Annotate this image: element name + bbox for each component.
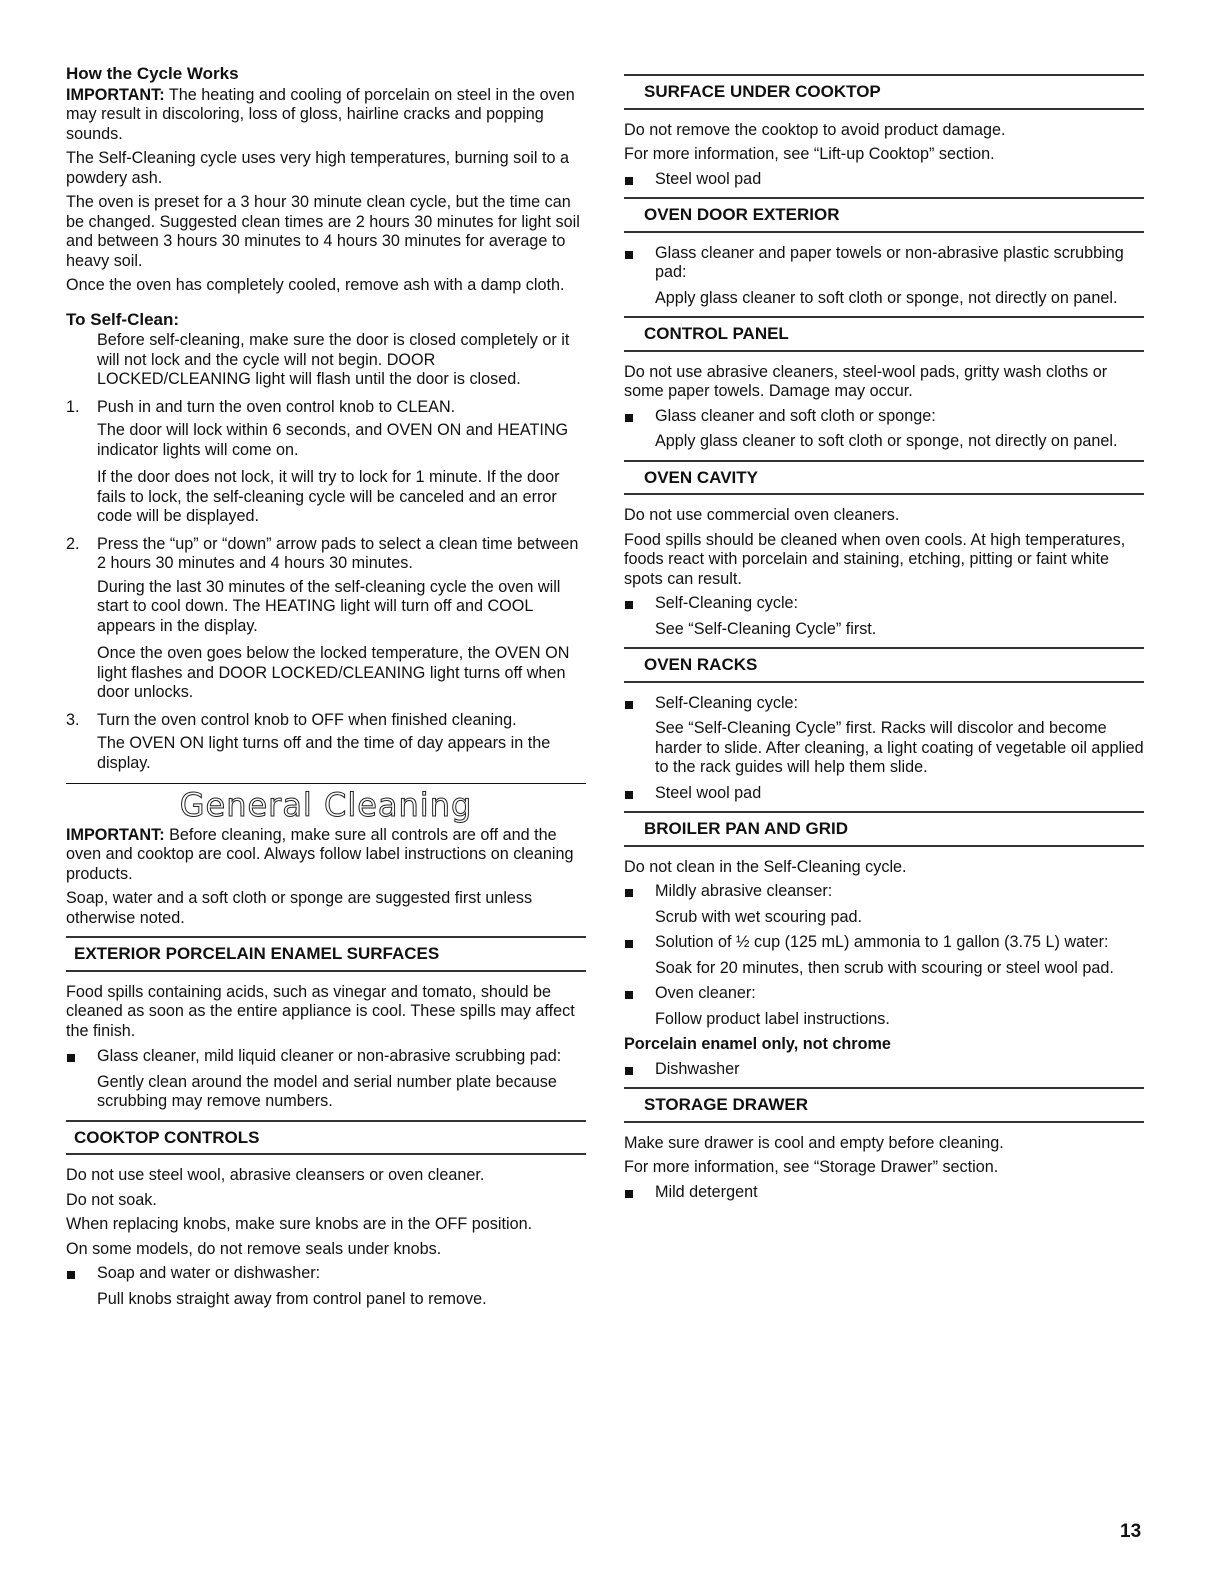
step-paragraph: The OVEN ON light turns off and the time of day appears in the display. xyxy=(97,734,551,772)
step-paragraph: If the door does not lock, it will try to lock for 1 minute. If the door fails to lock, the self-cleaning cycle will be canceled and an error code will be displayed. xyxy=(97,468,560,525)
self-clean-intro: Before self-cleaning, make sure the door is closed completely or it will not lock and the cycle will not begin. DOOR LOCKED/CLEANING light will flash until the door is closed. xyxy=(97,331,570,388)
list-item xyxy=(624,407,1144,427)
left-column xyxy=(66,64,586,1315)
step-paragraph: The door will lock within 6 seconds, and OVEN ON and HEATING indicator lights will come on. xyxy=(97,421,569,459)
list-item xyxy=(66,1047,586,1067)
to-self-clean-heading: To Self-Clean: xyxy=(66,309,180,329)
paragraph: Food spills containing acids, such as vinegar and tomato, should be cleaned as soon as the entire appliance is cool. These spills may affect the finish. xyxy=(66,982,575,1040)
list-item-text: Glass cleaner and soft cloth or sponge: xyxy=(655,406,936,425)
list-item xyxy=(624,594,1144,614)
paragraph: Food spills should be cleaned when oven cools. At high temperatures, foods react with porcelain and staining, etching, pitting or faint white spots can result. xyxy=(624,530,1126,588)
right-column xyxy=(624,74,1144,1208)
bullet-icon xyxy=(625,889,633,897)
paragraph: Once the oven has completely cooled, remove ash with a damp cloth. xyxy=(66,276,565,294)
step-paragraph: Turn the oven control knob to OFF when finished cleaning. xyxy=(97,710,517,729)
line: Do not soak. xyxy=(66,1190,157,1209)
bullet-icon xyxy=(625,177,633,185)
list-item-text: Dishwasher xyxy=(655,1059,740,1078)
sub-text: See “Self-Cleaning Cycle” first. xyxy=(655,619,877,638)
control-panel-heading: CONTROL PANEL xyxy=(624,316,1144,352)
line: For more information, see “Storage Drawer” section. xyxy=(624,1158,999,1176)
list-item xyxy=(624,933,1144,953)
surface-under-cooktop-heading: SURFACE UNDER COOKTOP xyxy=(624,74,1144,110)
exterior-porcelain-heading: EXTERIOR PORCELAIN ENAMEL SURFACES xyxy=(66,936,586,972)
important-text: The heating and cooling of porcelain on steel in the oven may result in discoloring, loss of gloss, hairline cracks and popping sounds. xyxy=(66,85,575,143)
sub-text: Apply glass cleaner to soft cloth or sponge, not directly on panel. xyxy=(655,432,1118,450)
line: Make sure drawer is cool and empty before cleaning. xyxy=(624,1133,1004,1152)
bullet-icon xyxy=(625,701,633,709)
list-item xyxy=(624,784,1144,804)
list-item xyxy=(624,1183,1144,1203)
step-3 xyxy=(66,711,586,774)
page-number: 13 xyxy=(1120,1521,1142,1542)
bullet-icon xyxy=(625,1190,633,1198)
bullet-icon xyxy=(625,791,633,799)
line: Do not remove the cooktop to avoid product damage. xyxy=(624,120,1006,139)
step-number: 3. xyxy=(66,710,80,729)
sub-text: Apply glass cleaner to soft cloth or sponge, not directly on panel. xyxy=(655,288,1118,307)
step-number: 1. xyxy=(66,397,80,416)
step-1 xyxy=(66,398,586,527)
bullet-icon xyxy=(625,251,633,259)
bullet-icon xyxy=(625,1067,633,1075)
oven-door-exterior-heading: OVEN DOOR EXTERIOR xyxy=(624,197,1144,233)
list-item xyxy=(624,1060,1144,1080)
sub-text: See “Self-Cleaning Cycle” first. Racks will discolor and become harder to slide. After cleaning, a light coating of vegetable oil applied to the rack guides will help them slide. xyxy=(655,719,1144,776)
porcelain-note: Porcelain enamel only, not chrome xyxy=(624,1035,891,1053)
paragraph: Soap, water and a soft cloth or sponge are suggested first unless otherwise noted. xyxy=(66,889,533,927)
list-item-text: Oven cleaner: xyxy=(655,984,756,1002)
broiler-pan-heading: BROILER PAN AND GRID xyxy=(624,811,1144,847)
sub-text: Pull knobs straight away from control panel to remove. xyxy=(97,1289,487,1308)
section-divider xyxy=(66,783,586,784)
step-number: 2. xyxy=(66,534,80,553)
list-item xyxy=(624,882,1144,902)
list-item xyxy=(624,984,1144,1004)
line: Do not use commercial oven cleaners. xyxy=(624,506,900,524)
bullet-icon xyxy=(625,414,633,422)
sub-text: Scrub with wet scouring pad. xyxy=(655,907,862,926)
list-item xyxy=(66,1264,586,1284)
bullet-icon xyxy=(625,940,633,948)
bullet-icon xyxy=(625,991,633,999)
important-label: IMPORTANT: xyxy=(66,85,165,104)
line: When replacing knobs, make sure knobs are in the OFF position. xyxy=(66,1215,533,1233)
important-paragraph xyxy=(66,86,586,145)
step-paragraph: Press the “up” or “down” arrow pads to select a clean time between 2 hours 30 minutes and 4 hours 30 minutes. xyxy=(97,534,579,572)
cooktop-controls-heading: COOKTOP CONTROLS xyxy=(66,1120,586,1156)
list-item-text: Soap and water or dishwasher: xyxy=(97,1264,321,1282)
sub-text: Gently clean around the model and serial number plate because scrubbing may remove numbers. xyxy=(97,1072,557,1110)
list-item-text: Mild detergent xyxy=(655,1182,758,1201)
important-label: IMPORTANT: xyxy=(66,825,165,844)
general-cleaning-title: General Cleaning xyxy=(179,786,473,824)
bullet-icon xyxy=(625,601,633,609)
sub-text: Follow product label instructions. xyxy=(655,1009,890,1028)
list-item-text: Self-Cleaning cycle: xyxy=(655,594,799,612)
line: Do not use steel wool, abrasive cleansers or oven cleaner. xyxy=(66,1166,485,1184)
important-text: Before cleaning, make sure all controls are off and the oven and cooktop are cool. Always follow label instructions on cleaning products. xyxy=(66,825,574,883)
bullet-icon xyxy=(67,1271,75,1279)
sub-text: Soak for 20 minutes, then scrub with scouring or steel wool pad. xyxy=(655,958,1114,977)
line: On some models, do not remove seals under knobs. xyxy=(66,1239,442,1258)
line: For more information, see “Lift-up Cooktop” section. xyxy=(624,145,995,163)
step-paragraph: Push in and turn the oven control knob to CLEAN. xyxy=(97,397,456,416)
oven-racks-heading: OVEN RACKS xyxy=(624,647,1144,683)
paragraph: Do not use abrasive cleaners, steel-wool pads, gritty wash cloths or some paper towels. Damage may occur. xyxy=(624,362,1108,400)
oven-cavity-heading: OVEN CAVITY xyxy=(624,460,1144,496)
list-item xyxy=(624,170,1144,190)
storage-drawer-heading: STORAGE DRAWER xyxy=(624,1087,1144,1123)
list-item-text: Self-Cleaning cycle: xyxy=(655,693,799,712)
paragraph: The oven is preset for a 3 hour 30 minute clean cycle, but the time can be changed. Suggested clean times are 2 hours 30 minutes for light soil and between 3 hours 30 minutes to 4 hours 30 minutes for average to heavy soil. xyxy=(66,193,580,270)
line: Do not clean in the Self-Cleaning cycle. xyxy=(624,857,907,876)
list-item xyxy=(624,694,1144,714)
bullet-icon xyxy=(67,1054,75,1062)
list-item-text: Mildly abrasive cleanser: xyxy=(655,882,833,900)
how-cycle-works-heading: How the Cycle Works xyxy=(66,64,239,83)
list-item-text: Glass cleaner, mild liquid cleaner or non-abrasive scrubbing pad: xyxy=(97,1047,562,1065)
step-2 xyxy=(66,535,586,703)
list-item-text: Glass cleaner and paper towels or non-abrasive plastic scrubbing pad: xyxy=(655,243,1124,281)
list-item-text: Steel wool pad xyxy=(655,169,762,188)
list-item-text: Solution of ½ cup (125 mL) ammonia to 1 gallon (3.75 L) water: xyxy=(655,933,1109,951)
step-paragraph: Once the oven goes below the locked temperature, the OVEN ON light flashes and DOOR LOCKED/CLEANING light turns off when door unlocks. xyxy=(97,644,570,701)
step-paragraph: During the last 30 minutes of the self-cleaning cycle the oven will start to cool down. The HEATING light will turn off and COOL appears in the display. xyxy=(97,577,561,635)
list-item-text: Steel wool pad xyxy=(655,783,762,802)
paragraph: The Self-Cleaning cycle uses very high temperatures, burning soil to a powdery ash. xyxy=(66,149,569,187)
general-important-paragraph xyxy=(66,826,586,885)
list-item xyxy=(624,244,1144,283)
